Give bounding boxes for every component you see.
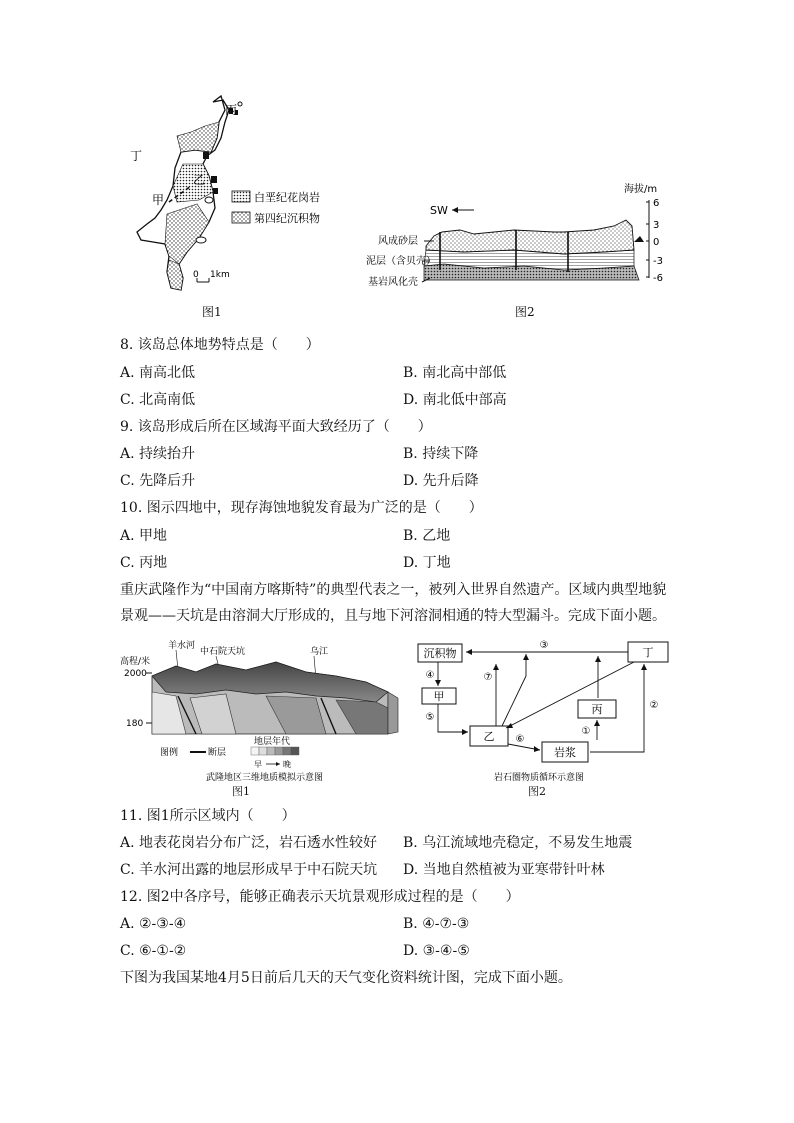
label-wujiang: 乌江 bbox=[310, 647, 329, 657]
q10-option-d[interactable]: D. 丁地 bbox=[403, 555, 451, 571]
intro-weather: 下图为我国某地4月5日前后几天的天气变化资料统计图，完成下面小题。 bbox=[120, 970, 572, 986]
q10-option-b[interactable]: B. 乙地 bbox=[403, 528, 451, 544]
q8-option-d[interactable]: D. 南北低中部高 bbox=[403, 392, 507, 408]
num-6: ⑥ bbox=[515, 734, 525, 745]
q11-option-a[interactable]: A. 地表花岗岩分布广泛，岩石透水性较好 bbox=[120, 835, 378, 851]
elev-axis-label: 海拔/m bbox=[624, 184, 658, 195]
layer-mud: 泥层（含贝壳） bbox=[366, 256, 436, 267]
question-8-stem: 8. 该岛总体地势特点是（ ） bbox=[120, 337, 320, 353]
tick-3: 3 bbox=[653, 220, 660, 231]
box-jia-label: 甲 bbox=[433, 690, 445, 703]
q11-option-d[interactable]: D. 当地自然植被为亚寒带针叶林 bbox=[403, 862, 605, 878]
q11-option-c[interactable]: C. 羊水河出露的地层形成早于中石院天坑 bbox=[120, 862, 378, 878]
fig3-subtitle: 武隆地区三维地质模拟示意图 bbox=[206, 773, 324, 783]
place-bing: 丙 bbox=[225, 103, 238, 117]
layer-sand: 风成砂层 bbox=[378, 236, 418, 247]
age-late: 晚 bbox=[283, 760, 291, 769]
q8-option-b[interactable]: B. 南北高中部低 bbox=[403, 365, 507, 381]
fig3-caption: 图1 bbox=[232, 785, 250, 798]
y-axis-label: 高程/米 bbox=[120, 657, 151, 667]
q8-option-a[interactable]: A. 南高北低 bbox=[120, 365, 196, 381]
label-zhongshiyuan-pit: 中石院天坑 bbox=[200, 647, 246, 657]
geology-3d-figure bbox=[116, 636, 406, 796]
question-10-stem: 10. 图示四地中，现存海蚀地貌发育最为广泛的是（ ） bbox=[120, 500, 483, 516]
q11-option-b[interactable]: B. 乌江流域地壳稳定，不易发生地震 bbox=[403, 835, 633, 851]
num-4: ④ bbox=[425, 670, 435, 681]
y-bottom: 180 bbox=[126, 719, 144, 729]
tick-m6: -6 bbox=[653, 273, 663, 284]
q9-option-d[interactable]: D. 先升后降 bbox=[403, 473, 479, 489]
legend-fault: 断层 bbox=[208, 748, 227, 758]
place-ding: 丁 bbox=[130, 149, 143, 163]
place-yi: 乙 bbox=[193, 173, 206, 187]
num-7: ⑦ bbox=[483, 672, 493, 683]
box-ding-label: 丁 bbox=[642, 646, 654, 659]
box-sediment-label: 沉积物 bbox=[423, 647, 457, 660]
legend-title: 图例 bbox=[160, 748, 179, 758]
q9-option-c[interactable]: C. 先降后升 bbox=[120, 473, 196, 489]
legend-granite: 白垩纪花岗岩 bbox=[254, 191, 320, 204]
q12-option-a[interactable]: A. ②-③-④ bbox=[120, 916, 187, 932]
intro-wulong: 重庆武隆作为“中国南方喀斯特”的典型代表之一，被列入世界自然遗产。区域内典型地貌景观——天坑是由溶洞大厅形成的，且与地下河溶洞相通的特大型漏斗。完成下面小题。 bbox=[120, 582, 667, 624]
box-yi-label: 乙 bbox=[483, 730, 495, 743]
fig2-caption: 图2 bbox=[515, 305, 535, 319]
scale-km: 1km bbox=[210, 270, 230, 280]
tick-m3: -3 bbox=[653, 256, 663, 267]
island-map-figure bbox=[125, 92, 375, 302]
fig1-caption: 图1 bbox=[202, 305, 222, 319]
q10-option-a[interactable]: A. 甲地 bbox=[120, 528, 168, 544]
legend-quaternary: 第四纪沉积物 bbox=[254, 212, 320, 225]
q12-option-c[interactable]: C. ⑥-①-② bbox=[120, 943, 187, 959]
q8-option-c[interactable]: C. 北高南低 bbox=[120, 392, 196, 408]
rock-cycle-figure bbox=[414, 636, 684, 796]
place-jia: 甲 bbox=[152, 193, 165, 207]
fig4-subtitle: 岩石圈物质循环示意图 bbox=[494, 773, 585, 783]
box-bing-label: 丙 bbox=[591, 703, 603, 716]
direction-label: SW bbox=[430, 204, 448, 217]
fig4-caption: 图2 bbox=[528, 785, 546, 798]
q10-option-c[interactable]: C. 丙地 bbox=[120, 555, 168, 571]
q12-option-b[interactable]: B. ④-⑦-③ bbox=[403, 916, 470, 932]
num-3: ③ bbox=[539, 640, 549, 651]
label-yangshui-river: 羊水河 bbox=[168, 641, 196, 651]
profile-figure bbox=[364, 180, 674, 292]
q9-option-a[interactable]: A. 持续抬升 bbox=[120, 446, 196, 462]
question-9-stem: 9. 该岛形成后所在区域海平面大致经历了（ ） bbox=[120, 419, 432, 435]
question-12-stem: 12. 图2中各序号，能够正确表示天坑景观形成过程的是（ ） bbox=[120, 889, 520, 905]
num-5: ⑤ bbox=[425, 712, 435, 723]
tick-0: 0 bbox=[653, 237, 660, 248]
question-11-stem: 11. 图1所示区域内（ ） bbox=[120, 808, 296, 824]
age-early: 早 bbox=[254, 760, 262, 769]
num-1: ① bbox=[581, 726, 591, 737]
num-2: ② bbox=[649, 700, 659, 711]
y-top: 2000 bbox=[124, 669, 147, 679]
tick-6: 6 bbox=[653, 198, 660, 209]
scale-zero: 0 bbox=[193, 270, 199, 280]
age-title: 地层年代 bbox=[254, 737, 291, 747]
q9-option-b[interactable]: B. 持续下降 bbox=[403, 446, 479, 462]
box-magma-label: 岩浆 bbox=[554, 746, 576, 759]
q12-option-d[interactable]: D. ③-④-⑤ bbox=[403, 943, 470, 959]
layer-bedrock: 基岩风化壳 bbox=[368, 277, 418, 288]
